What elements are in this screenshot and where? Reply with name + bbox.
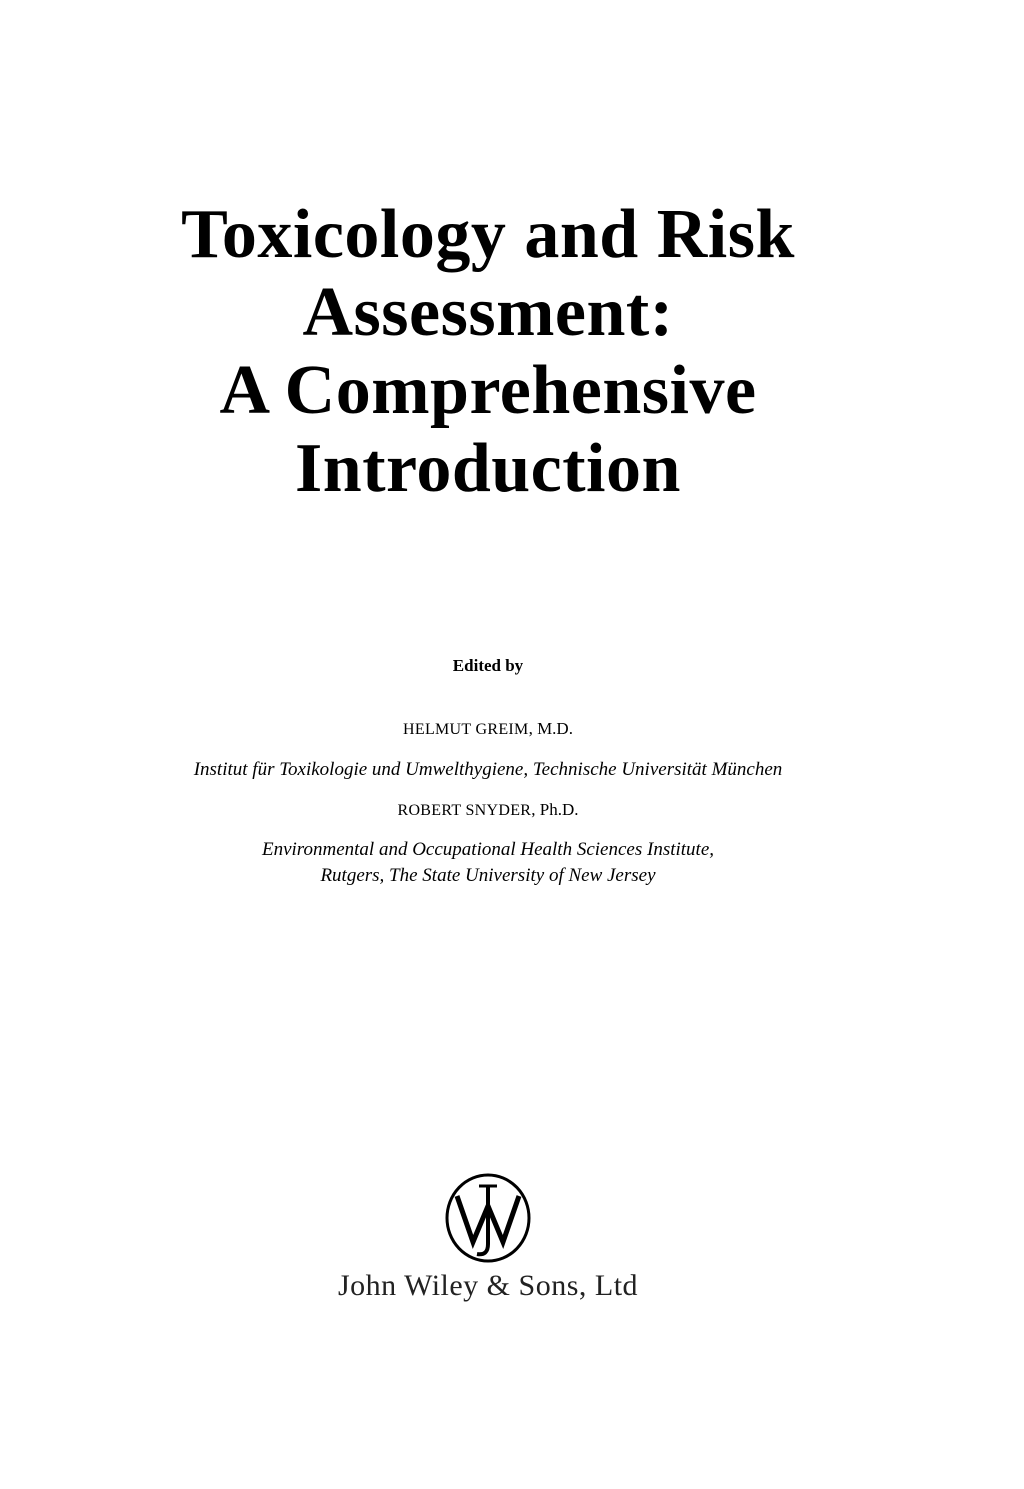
affiliation-line: Institut für Toxikologie und Umwelthygiene, Technische Universität München <box>193 759 783 780</box>
book-title <box>100 196 876 508</box>
wiley-logo-icon <box>443 1172 533 1264</box>
editor-name-snyder <box>100 799 876 822</box>
affiliation-line: Environmental and Occupational Health Sciences Institute, <box>261 839 715 860</box>
affiliation-line: Rutgers, The State University of New Jersey <box>320 865 656 886</box>
title-line: A Comprehensive <box>219 352 757 429</box>
editor-affiliation-snyder <box>60 837 916 889</box>
editor-name-greim <box>100 718 876 741</box>
title-line: Introduction <box>295 430 681 507</box>
editor-degree: , Ph.D. <box>531 800 579 819</box>
editor-name-text: ROBERT SNYDER <box>397 802 532 819</box>
editor-name-text: HELMUT GREIM <box>403 721 529 738</box>
publisher-name: John Wiley & Sons, Ltd <box>337 1269 639 1302</box>
title-line: Assessment: <box>302 274 674 351</box>
title-line: Toxicology and Risk <box>181 196 795 273</box>
editor-affiliation-greim <box>60 757 916 783</box>
editor-degree: , M.D. <box>528 719 573 738</box>
edited-by-label: Edited by <box>452 656 524 675</box>
